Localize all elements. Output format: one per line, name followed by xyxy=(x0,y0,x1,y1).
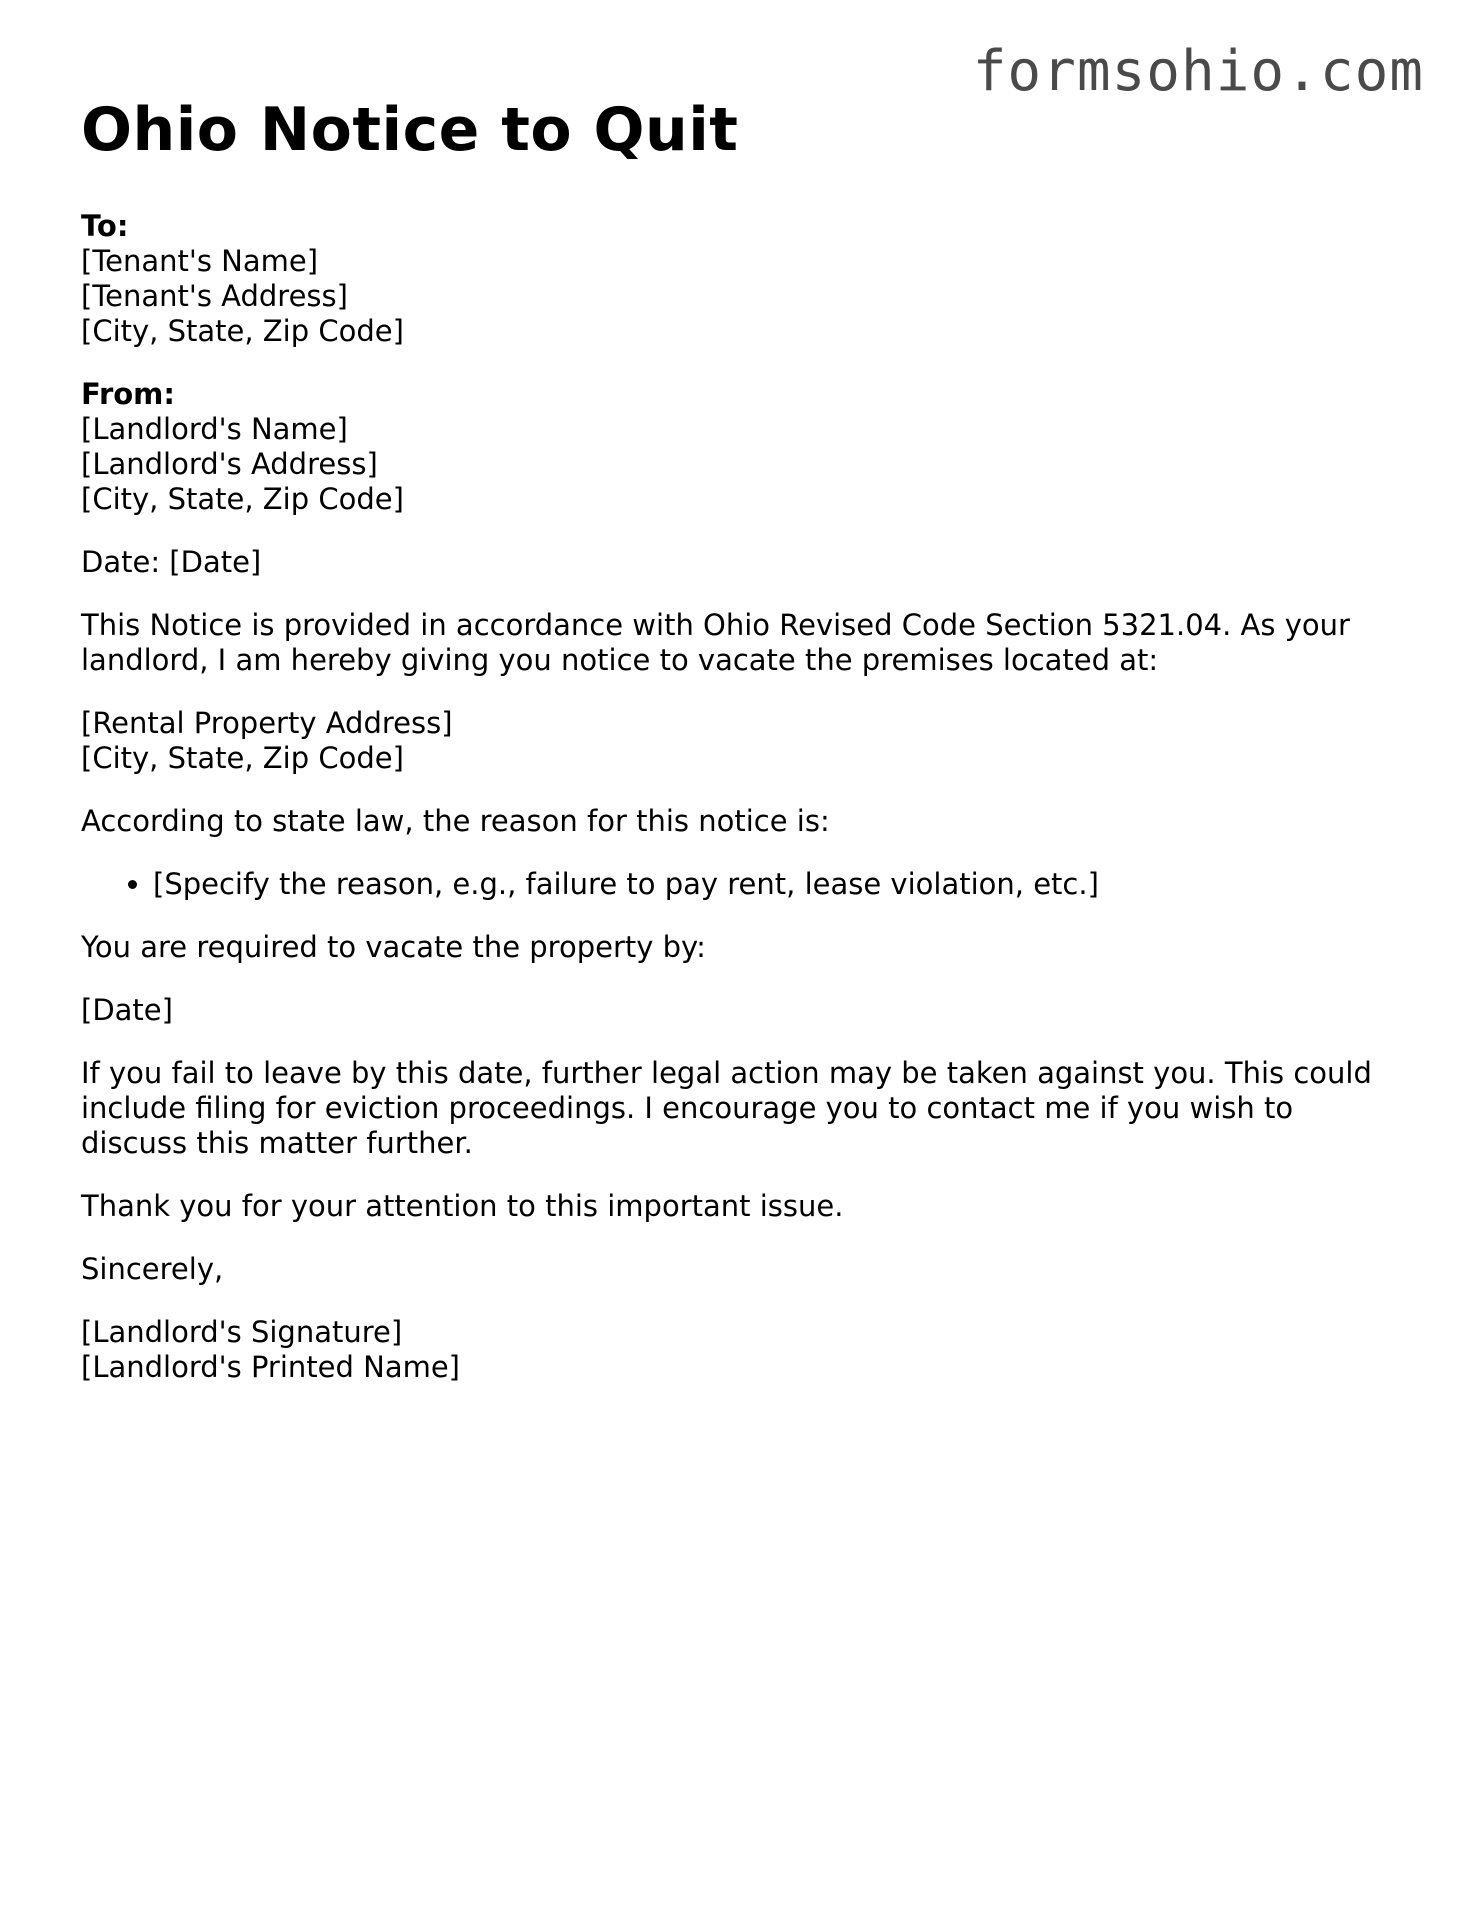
thanks-line: Thank you for your attention to this important issue. xyxy=(81,1189,844,1223)
watermark: formsohio.com xyxy=(972,39,1424,104)
landlord-city-state-zip: [City, State, Zip Code] xyxy=(81,482,404,516)
reason-list xyxy=(81,867,1401,902)
reason-intro: According to state law, the reason for this notice is: xyxy=(81,804,830,838)
vacate-date: [Date] xyxy=(81,993,173,1027)
vacate-intro: You are required to vacate the property by: xyxy=(81,930,706,964)
date-line: Date: [Date] xyxy=(81,545,262,579)
landlord-printed-name: [Landlord's Printed Name] xyxy=(81,1350,460,1384)
landlord-name: [Landlord's Name] xyxy=(81,412,348,446)
sender-block xyxy=(81,377,1401,517)
to-label: To: xyxy=(81,209,129,243)
closing-line: Sincerely, xyxy=(81,1252,224,1286)
property-block xyxy=(81,706,1401,776)
tenant-name: [Tenant's Name] xyxy=(81,244,319,278)
landlord-address: [Landlord's Address] xyxy=(81,447,378,481)
recipient-block xyxy=(81,209,1401,349)
signature-block xyxy=(81,1315,1401,1385)
from-label: From: xyxy=(81,377,175,411)
consequence-paragraph: If you fail to leave by this date, further legal action may be taken against you. This could include filing for eviction proceedings. I encourage you to contact me if you wish to discuss this matter further. xyxy=(81,1056,1372,1160)
property-address: [Rental Property Address] xyxy=(81,706,453,740)
intro-paragraph: This Notice is provided in accordance with Ohio Revised Code Section 5321.04. As your landlord, I am hereby giving you notice to vacate the premises located at: xyxy=(81,608,1350,677)
document-content xyxy=(81,95,1401,1385)
tenant-address: [Tenant's Address] xyxy=(81,279,348,313)
list-item: • [Specify the reason, e.g., failure to pay rent, lease violation, etc.] xyxy=(153,867,1401,902)
tenant-city-state-zip: [City, State, Zip Code] xyxy=(81,314,404,348)
page-title: Ohio Notice to Quit xyxy=(81,95,739,165)
property-city-state-zip: [City, State, Zip Code] xyxy=(81,741,404,775)
landlord-signature: [Landlord's Signature] xyxy=(81,1315,403,1349)
